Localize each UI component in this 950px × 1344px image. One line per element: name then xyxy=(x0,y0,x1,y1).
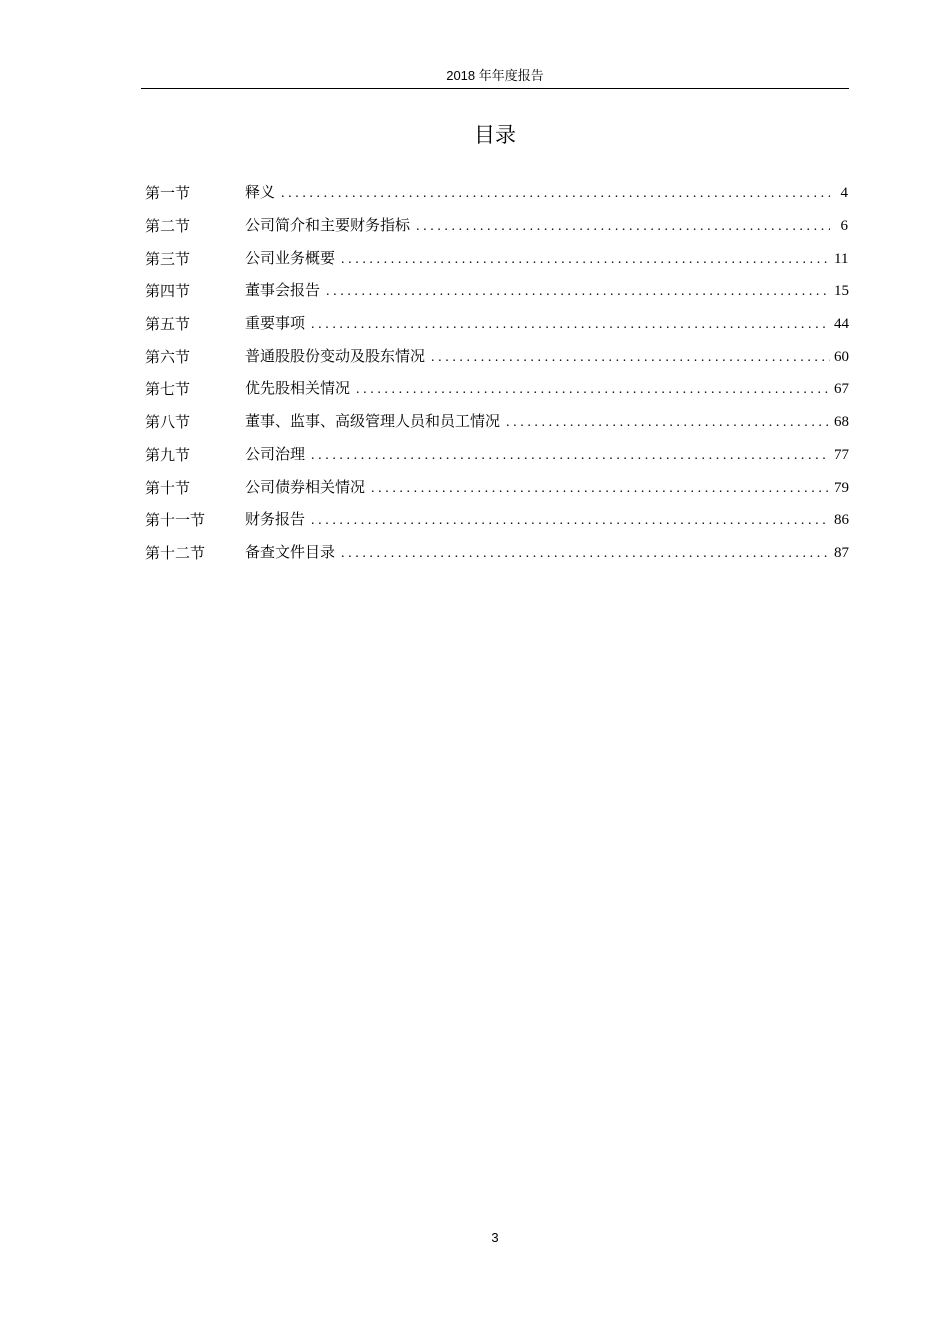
toc-section-title: 公司治理 xyxy=(245,444,306,463)
toc-item[interactable] xyxy=(145,439,848,472)
toc-section-title: 重要事项 xyxy=(245,314,306,333)
toc-page-number: 60 xyxy=(834,348,849,365)
dot-leader xyxy=(371,475,830,503)
toc-section-number: 第六节 xyxy=(145,347,191,366)
report-title: 2018 年年度报告 xyxy=(446,68,544,83)
toc-section-number: 第十二节 xyxy=(145,543,206,562)
toc-page-number: 6 xyxy=(840,218,848,235)
toc-section-title: 董事会报告 xyxy=(245,281,321,300)
toc-item[interactable] xyxy=(145,177,848,210)
toc-page-number: 79 xyxy=(834,479,849,496)
toc-section-number: 第三节 xyxy=(145,249,191,268)
toc-section-number: 第九节 xyxy=(145,445,191,464)
toc-page-number: 4 xyxy=(840,185,848,202)
toc-section-title: 备查文件目录 xyxy=(245,542,336,561)
dot-leader xyxy=(311,507,830,535)
toc-item[interactable] xyxy=(145,537,848,570)
toc-page-number: 68 xyxy=(834,414,849,431)
toc-section-title: 释义 xyxy=(245,183,276,202)
toc-section-title: 董事、监事、高级管理人员和员工情况 xyxy=(245,412,501,431)
toc-page-number: 67 xyxy=(834,381,849,398)
toc-section-number: 第八节 xyxy=(145,413,191,432)
toc-section-title: 公司债券相关情况 xyxy=(245,477,366,496)
toc-section-number: 第十节 xyxy=(145,478,191,497)
table-of-contents xyxy=(145,177,848,569)
toc-item[interactable] xyxy=(145,504,848,537)
toc-page-number: 11 xyxy=(834,250,849,267)
toc-item[interactable] xyxy=(145,210,848,243)
toc-section-title: 公司简介和主要财务指标 xyxy=(245,216,411,235)
toc-section-number: 第五节 xyxy=(145,315,191,334)
page-number: 3 xyxy=(491,1230,499,1245)
toc-page-number: 15 xyxy=(834,283,849,300)
toc-item[interactable] xyxy=(145,308,848,341)
toc-section-number: 第二节 xyxy=(145,217,191,236)
dot-leader xyxy=(281,180,830,208)
toc-section-number: 第四节 xyxy=(145,282,191,301)
toc-page-number: 44 xyxy=(834,316,849,333)
dot-leader xyxy=(341,540,830,568)
dot-leader xyxy=(416,213,830,241)
toc-page-number: 86 xyxy=(834,512,849,529)
toc-section-number: 第七节 xyxy=(145,380,191,399)
page-header xyxy=(141,66,849,89)
dot-leader xyxy=(431,344,830,372)
toc-item[interactable] xyxy=(145,406,848,439)
dot-leader xyxy=(506,409,830,437)
toc-item[interactable] xyxy=(145,340,848,373)
toc-section-title: 优先股相关情况 xyxy=(245,379,351,398)
toc-section-title: 普通股股份变动及股东情况 xyxy=(245,346,426,365)
dot-leader xyxy=(326,278,830,306)
toc-section-number: 第十一节 xyxy=(145,511,206,530)
toc-section-title: 财务报告 xyxy=(245,510,306,529)
toc-page-number: 87 xyxy=(834,544,849,561)
toc-item[interactable] xyxy=(145,471,848,504)
toc-page-number: 77 xyxy=(834,446,849,463)
dot-leader xyxy=(311,311,830,339)
dot-leader xyxy=(356,376,830,404)
toc-item[interactable] xyxy=(145,275,848,308)
toc-section-number: 第一节 xyxy=(145,184,191,203)
toc-item[interactable] xyxy=(145,373,848,406)
toc-section-title: 公司业务概要 xyxy=(245,248,336,267)
toc-title: 目录 xyxy=(474,123,516,147)
toc-item[interactable] xyxy=(145,242,848,275)
dot-leader xyxy=(341,246,830,274)
dot-leader xyxy=(311,442,830,470)
